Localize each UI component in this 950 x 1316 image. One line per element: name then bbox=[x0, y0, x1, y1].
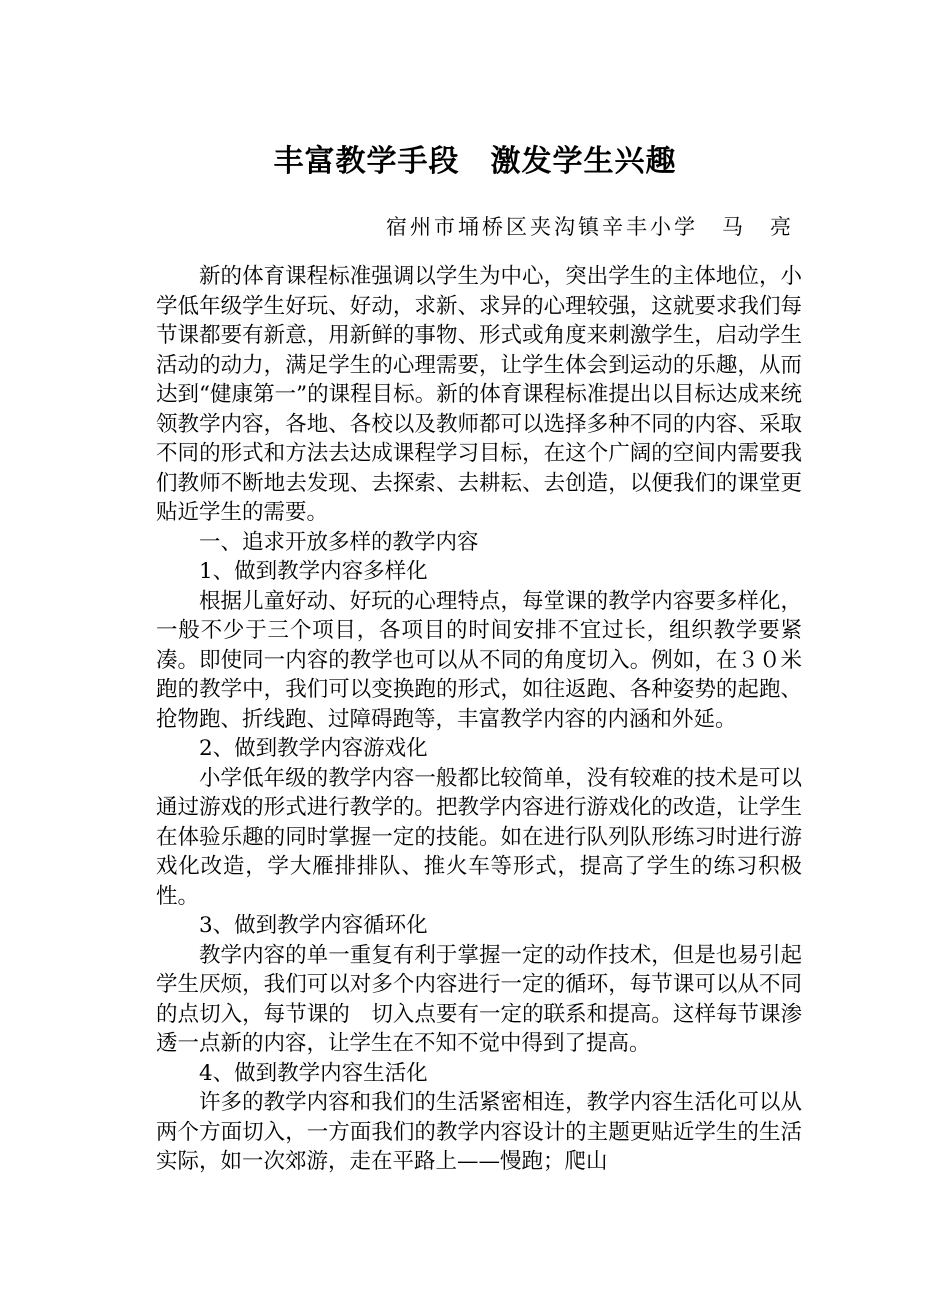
paragraph: 许多的教学内容和我们的生活紧密相连，教学内容生活化可以从两个方面切入，一方面我们的教学内容设计的主题更贴近学生的生活实际，如一次郊游，走在平路上——慢跑；爬山 bbox=[156, 1090, 802, 1174]
subsection-heading: 1、做到教学内容多样化 bbox=[199, 559, 428, 584]
paragraph: 新的体育课程标准强调以学生为中心，突出学生的主体地位，小学低年级学生好玩、好动，求新、求异的心理较强，这就要求我们每节课都要有新意，用新鲜的事物、形式或角度来刺激学生，启动学生活动的动力，满足学生的心理需要，让学生体会到运动的乐趣，从而达到“健康第一”的课程目标。新的体育课程标准提出以目标达成来统领教学内容，各地、各校以及教师都可以选择多种不同的内容、采取不同的形式和方法去达成课程学习目标，在这个广阔的空间内需要我们教师不断地去发现、去探索、去耕耘、去创造，以便我们的课堂更贴近学生的需要。 bbox=[156, 264, 802, 525]
author-line: 宿州市埇桥区夹沟镇辛丰小学 马 亮 bbox=[386, 215, 794, 239]
subsection-heading: 4、做到教学内容生活化 bbox=[199, 1060, 428, 1086]
paragraph: 根据儿童好动、好玩的心理特点，每堂课的教学内容要多样化，一般不少于三个项目，各项目的时间安排不宜过长，组织教学要紧凑。即使同一内容的教学也可以从不同的角度切入。例如，在３０米跑的教学中，我们可以变换跑的形式，如往返跑、各种姿势的起跑、抢物跑、折线跑、过障碍跑等，丰富教学内容的内涵和外延。 bbox=[156, 588, 802, 732]
subsection-heading: 2、做到教学内容游戏化 bbox=[199, 736, 428, 761]
paragraph: 小学低年级的教学内容一般都比较简单，没有较难的技术是可以通过游戏的形式进行教学的。把教学内容进行游戏化的改造，让学生在体验乐趣的同时掌握一定的技能。如在进行队列队形练习时进行游戏化改造，学大雁排排队、推火车等形式，提高了学生的练习积极性。 bbox=[156, 765, 802, 909]
subsection-heading: 3、做到教学内容循环化 bbox=[199, 913, 428, 938]
document-body bbox=[156, 262, 802, 1177]
document-title: 丰富教学手段 激发学生兴趣 bbox=[273, 144, 677, 179]
paragraph: 教学内容的单一重复有利于掌握一定的动作技术，但是也易引起学生厌烦，我们可以对多个内容进行一定的循环，每节课可以从不同的点切入，每节课的 切入点要有一定的联系和提高。这样每节课渗透一点新的内容，让学生在不知不觉中得到了提高。 bbox=[156, 942, 802, 1056]
section-heading: 一、追求开放多样的教学内容 bbox=[199, 529, 479, 555]
